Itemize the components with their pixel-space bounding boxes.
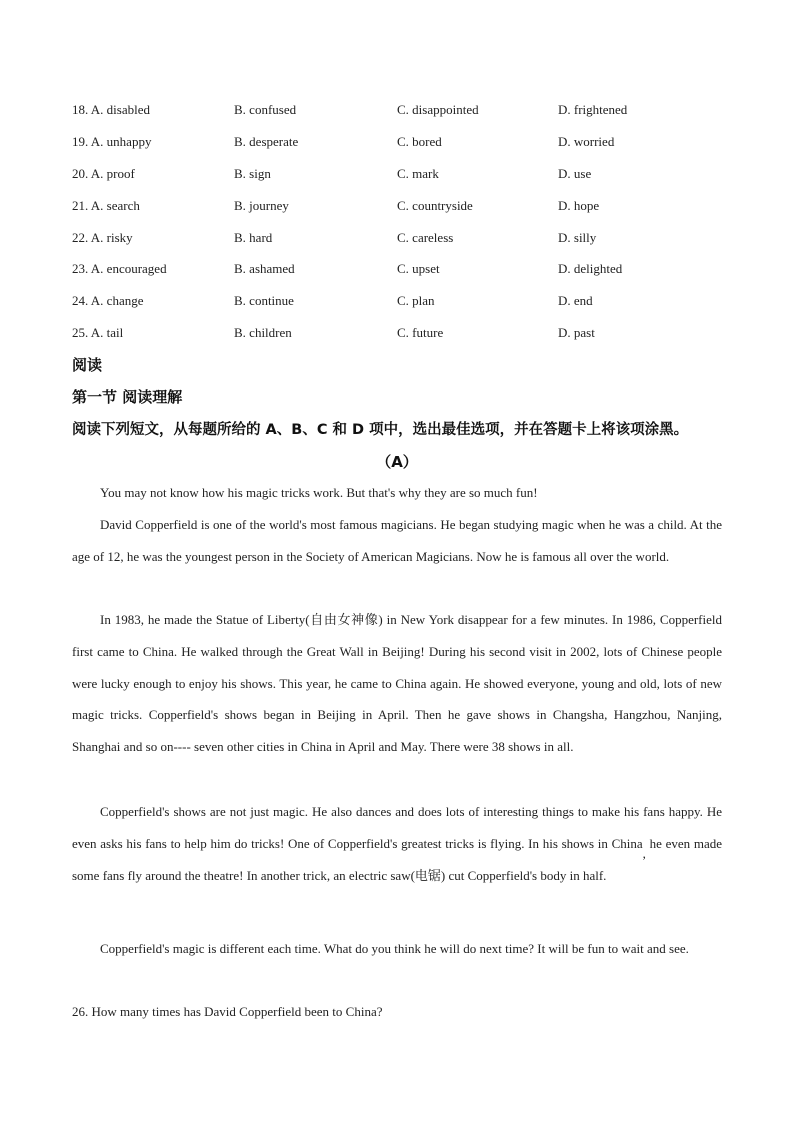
option-a: 22. A. risky [72,229,133,245]
option-c: C. future [397,325,444,341]
option-c: C. upset [397,261,440,277]
option-d: D. worried [558,133,615,149]
reading-heading: 阅读 [72,356,103,374]
paragraph-4-part-1: Copperfield's shows are not just magic. He also dances and does lots of interesting things to make his fans happy. He even asks his fans to help him do tricks! One of Copperfield's greatest tricks is flying. In his shows in China [72,804,722,851]
option-c: C. disappointed [397,102,479,117]
option-a: 25. A. tail [72,325,124,341]
option-b: B. sign [234,165,271,181]
option-a: 21. A. search [72,197,140,213]
option-row-18 [72,101,752,133]
option-c: C. bored [397,133,442,149]
option-row-25 [72,324,752,356]
option-row-24 [72,292,752,324]
passage-label: （A） [376,453,418,471]
option-c: C. countryside [397,197,473,213]
paragraph-4-part-2: he even made some fans fly around the theatre! In another trick, an electric saw(电锯) cut Copperfield's body in half. [72,835,722,883]
option-row-21 [72,197,752,229]
option-b: B. journey [234,197,289,213]
option-c: C. mark [397,165,439,181]
option-row-22 [72,229,752,261]
question-26: 26. How many times has David Copperfield been to China? [72,1004,383,1019]
option-row-23 [72,260,752,292]
option-c: C. plan [397,293,435,309]
paragraph-4-comma: , [642,845,646,861]
passage-paragraph-4 [72,796,722,891]
option-d: D. past [558,325,595,341]
passage-paragraph-1: You may not know how his magic tricks work. But that's why they are so much fun! [100,485,538,500]
option-a: 20. A. proof [72,165,135,181]
option-b: B. continue [234,293,294,309]
option-b: B. ashamed [234,261,295,277]
option-d: D. end [558,293,593,309]
option-b: B. desperate [234,133,299,149]
option-row-19 [72,133,752,165]
answer-options [72,101,752,356]
option-d: D. frightened [558,102,628,117]
option-d: D. delighted [558,261,623,277]
option-a: 23. A. encouraged [72,261,167,277]
passage-paragraph-2: David Copperfield is one of the world's most famous magicians. He began studying magic when he was a child. At the age of 12, he was the youngest person in the Society of American Magicians. Now he is famous all over the world. [72,517,722,564]
option-d: D. silly [558,229,597,245]
option-c: C. careless [397,229,454,245]
passage-paragraph-5: Copperfield's magic is different each time. What do you think he will do next time? It will be fun to wait and see. [100,941,689,956]
option-b: B. children [234,325,292,341]
section-heading: 第一节 阅读理解 [72,388,183,406]
option-a: 18. A. disabled [72,102,150,117]
option-row-20 [72,165,752,197]
option-d: D. use [558,165,592,181]
option-b: B. hard [234,229,273,245]
option-a: 19. A. unhappy [72,133,152,149]
instruction-text: 阅读下列短文，从每题所给的 A、B、C 和 D 项中，选出最佳选项，并在答题卡上将该项涂黑。 [72,422,689,438]
option-b: B. confused [234,102,297,117]
passage-paragraph-3: In 1983, he made the Statue of Liberty(自由女神像) in New York disappear for a few minutes. In 1986, Copperfield first came to China. He walked through the Great Wall in Beijing! During his second visit in 2002, lots of Chinese people were lucky enough to enjoy his shows. This year, he came to China again. He showed everyone, young and old, lots of new magic tricks. Copperfield's shows began in Beijing in April. Then he gave shows in Changsha, Hangzhou, Nanjing, Shanghai and so on---- seven other cities in China in April and May. There were 38 shows in all. [72,612,722,755]
option-d: D. hope [558,197,600,213]
option-a: 24. A. change [72,293,144,309]
